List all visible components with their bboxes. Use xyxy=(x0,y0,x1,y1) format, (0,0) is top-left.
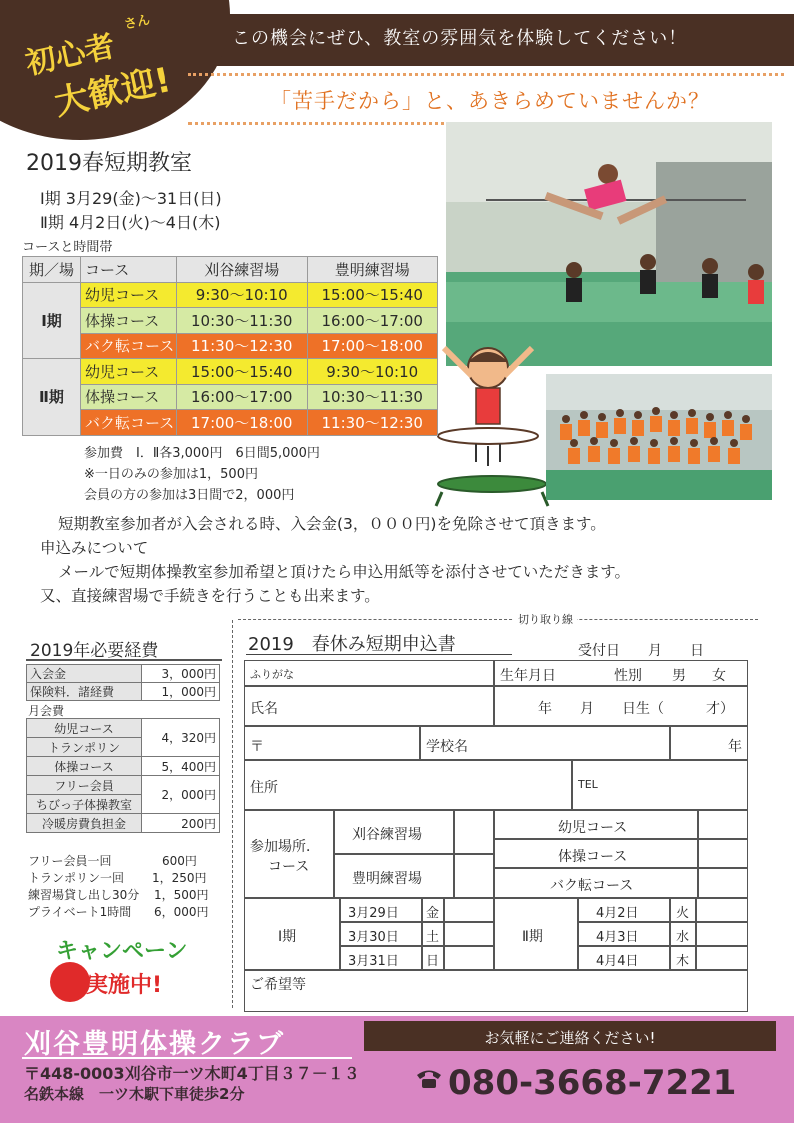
date-label: 3月30日 xyxy=(348,930,399,945)
phone-number[interactable]: 080-3668-7221 xyxy=(448,1063,737,1103)
fee-value: 1，000円 xyxy=(142,683,220,701)
table-row xyxy=(27,814,220,833)
furigana-label: ふりがな xyxy=(250,668,294,681)
expenses-title: 2019年必要経費 xyxy=(30,641,159,661)
gymnast-illustration xyxy=(432,328,552,508)
name-field[interactable] xyxy=(244,686,494,726)
period2-dates: Ⅱ期 4月2日(火)～4日(木) xyxy=(40,213,221,232)
extra-fee-value: 1，500円 xyxy=(154,888,209,902)
wishes-label: ご希望等 xyxy=(250,977,306,993)
day-label: 火 xyxy=(676,906,690,921)
date-label: 3月31日 xyxy=(348,954,399,969)
fee-label: 幼児コース xyxy=(27,719,142,738)
address-label: 住所 xyxy=(250,780,278,796)
table-header-row xyxy=(23,257,438,283)
subheadline: 「苦手だから」と、あきらめていませんか？ xyxy=(270,89,710,113)
day-label: 水 xyxy=(676,930,690,945)
toyoake-label: 豊明練習場 xyxy=(352,871,422,887)
postal-field[interactable] xyxy=(244,726,420,760)
day-label: 日 xyxy=(426,954,440,969)
day-label: 木 xyxy=(676,954,690,969)
time-cell: 16:00～17:00 xyxy=(177,384,308,410)
day-label: 土 xyxy=(426,930,440,945)
course-label: コース xyxy=(268,859,310,875)
received-date: 受付日 月 日 xyxy=(578,643,704,659)
date-checkbox[interactable] xyxy=(696,922,748,946)
date-checkbox[interactable] xyxy=(444,898,494,922)
time-cell: 10:30～11:30 xyxy=(177,308,308,334)
fee-line: 会員の方の参加は3日間で2，000円 xyxy=(84,488,295,503)
tel-field[interactable] xyxy=(572,760,748,810)
time-cell: 15:00～15:40 xyxy=(177,359,308,385)
date-label: 4月3日 xyxy=(596,930,639,945)
campaign-text: 実施中! xyxy=(86,973,163,998)
extra-fee-value: 600円 xyxy=(162,854,197,868)
period2-label: Ⅱ期 xyxy=(522,929,543,945)
header-cell: 豊明練習場 xyxy=(307,257,438,283)
grade-label: 年 xyxy=(728,739,742,755)
male-option[interactable]: 男 xyxy=(672,668,686,684)
time-cell: 15:00～15:40 xyxy=(307,282,438,308)
course-checkbox[interactable] xyxy=(698,839,748,868)
header-cell: 刈谷練習場 xyxy=(177,257,308,283)
dotted-divider xyxy=(188,122,458,125)
course-option-label: 幼児コース xyxy=(558,820,628,836)
time-cell: 9:30～10:10 xyxy=(177,282,308,308)
table-row xyxy=(27,719,220,738)
table-row xyxy=(23,384,438,410)
course-checkbox[interactable] xyxy=(698,868,748,898)
course-cell: 体操コース xyxy=(81,384,177,410)
course-cell: 幼児コース xyxy=(81,282,177,308)
birthdate-format: 年 月 日生（ 才） xyxy=(538,701,734,717)
extra-fee-label: プライベート1時間 xyxy=(28,905,132,919)
header-cell: 期／場 xyxy=(23,257,81,283)
address-field[interactable] xyxy=(244,760,572,810)
monthly-label: 月会費 xyxy=(28,704,65,718)
extra-fee-label: フリー会員一回 xyxy=(28,854,112,868)
table-row xyxy=(23,359,438,385)
course-checkbox[interactable] xyxy=(698,810,748,839)
time-cell: 11:30～12:30 xyxy=(307,410,438,436)
date-label: 3月29日 xyxy=(348,906,399,921)
club-name: 刈谷豊明体操クラブ xyxy=(24,1029,285,1060)
period-label: Ⅱ期 xyxy=(23,359,81,436)
fee-label: 冷暖房費負担金 xyxy=(27,814,142,833)
club-address: 〒448-0003刈谷市一ツ木町4丁目３７－１３ xyxy=(24,1064,360,1083)
campaign-logo xyxy=(50,932,200,1002)
course-option-label: バク転コース xyxy=(550,878,634,894)
contact-message: お気軽にご連絡ください! xyxy=(484,1029,656,1047)
fee-label: トランポリン xyxy=(27,738,142,757)
period1-label: Ⅰ期 xyxy=(278,929,297,945)
badge-line2: 大歓迎! xyxy=(51,60,175,124)
cut-line-label: 切り取り線 xyxy=(514,611,577,627)
extra-fee-label: 練習場貸し出し30分 xyxy=(28,888,140,902)
note-line: 短期教室参加者が入会される時、入会金(3，０００円)を免除させて頂きます。 xyxy=(58,515,606,533)
fee-value: 200円 xyxy=(142,814,220,833)
table-row xyxy=(23,308,438,334)
group-photo xyxy=(546,374,772,500)
note-heading: 申込みについて xyxy=(40,539,149,557)
date-checkbox[interactable] xyxy=(444,946,494,970)
extra-fee-value: 6，000円 xyxy=(154,905,209,919)
course-cell: バク転コース xyxy=(81,333,177,359)
form-title: 2019 春休み短期申込書 xyxy=(248,634,456,655)
fee-label: フリー会員 xyxy=(27,776,142,795)
note-line: メールで短期体操教室参加希望と頂けたら申込用紙等を添付させていただきます。 xyxy=(58,563,630,581)
phone-icon xyxy=(414,1066,444,1094)
header-message: この機会にぜひ、教室の雰囲気を体験してください！ xyxy=(232,28,688,49)
kariya-label: 刈谷練習場 xyxy=(352,827,422,843)
campaign-circle xyxy=(50,962,90,1002)
dotted-divider xyxy=(188,73,784,76)
fee-label: 体操コース xyxy=(27,757,142,776)
badge-san: さん xyxy=(122,12,152,33)
course-option-label: 体操コース xyxy=(558,849,628,865)
gender-label: 性別 xyxy=(614,668,642,684)
basic-fees-table xyxy=(26,664,220,701)
title-underline xyxy=(26,659,222,661)
birth-label: 生年月日 xyxy=(500,668,556,684)
fee-label: 入会金 xyxy=(27,665,142,683)
time-cell: 16:00～17:00 xyxy=(307,308,438,334)
extra-fee-label: トランポリン一回 xyxy=(28,871,125,885)
fee-label: 保険料．諸経費 xyxy=(27,683,142,701)
table-row xyxy=(23,333,438,359)
postal-label: 〒 xyxy=(250,739,264,755)
day-label: 金 xyxy=(426,906,440,921)
course-cell: バク転コース xyxy=(81,410,177,436)
schedule-title: 2019春短期教室 xyxy=(26,151,192,176)
extra-fee-value: 1，250円 xyxy=(152,871,207,885)
fee-line: 参加費 Ⅰ．Ⅱ各3,000円 6日間5,000円 xyxy=(84,446,320,461)
club-access: 名鉄本線 一ツ木駅下車徒歩2分 xyxy=(24,1085,245,1103)
monthly-fees-table xyxy=(26,718,220,833)
venue-label: 参加場所． xyxy=(250,839,320,855)
tel-label: TEL xyxy=(578,778,598,791)
fee-line: ※一日のみの参加は1，500円 xyxy=(84,467,258,482)
fee-value: 2，000円 xyxy=(142,776,220,814)
time-cell: 17:00～18:00 xyxy=(177,410,308,436)
note-line: 又、直接練習場で手続きを行うことも出来ます。 xyxy=(40,587,380,605)
table-row xyxy=(27,665,220,683)
table-row xyxy=(23,282,438,308)
kariya-checkbox[interactable] xyxy=(454,810,494,854)
fee-label: ちびっ子体操教室 xyxy=(27,795,142,814)
badge-line1: 初心者 xyxy=(22,28,119,82)
date-checkbox[interactable] xyxy=(696,898,748,922)
cut-line xyxy=(238,619,758,620)
wishes-field[interactable] xyxy=(244,970,748,1012)
time-cell: 17:00～18:00 xyxy=(307,333,438,359)
table-row xyxy=(27,776,220,795)
course-cell: 幼児コース xyxy=(81,359,177,385)
toyoake-checkbox[interactable] xyxy=(454,854,494,898)
table-row xyxy=(27,757,220,776)
name-label: 氏名 xyxy=(250,701,278,717)
school-label: 学校名 xyxy=(426,739,468,755)
date-label: 4月2日 xyxy=(596,906,639,921)
female-option[interactable]: 女 xyxy=(712,668,726,684)
time-cell: 9:30～10:10 xyxy=(307,359,438,385)
schedule-table xyxy=(22,256,438,436)
club-name-underline xyxy=(22,1057,352,1059)
date-checkbox[interactable] xyxy=(444,922,494,946)
date-checkbox[interactable] xyxy=(696,946,748,970)
header-cell: コース xyxy=(81,257,177,283)
cut-line xyxy=(232,620,233,1008)
table-row xyxy=(23,410,438,436)
table-caption: コースと時間帯 xyxy=(22,240,113,255)
title-underline xyxy=(246,654,512,655)
fee-value: 4，320円 xyxy=(142,719,220,757)
campaign-text: キャンペーン xyxy=(56,939,188,964)
table-row xyxy=(27,683,220,701)
period1-dates: Ⅰ期 3月29(金)～31日(日) xyxy=(40,189,222,208)
fee-value: 5，400円 xyxy=(142,757,220,776)
date-label: 4月4日 xyxy=(596,954,639,969)
period-label: Ⅰ期 xyxy=(23,282,81,359)
fee-value: 3，000円 xyxy=(142,665,220,683)
course-cell: 体操コース xyxy=(81,308,177,334)
time-cell: 11:30～12:30 xyxy=(177,333,308,359)
time-cell: 10:30～11:30 xyxy=(307,384,438,410)
